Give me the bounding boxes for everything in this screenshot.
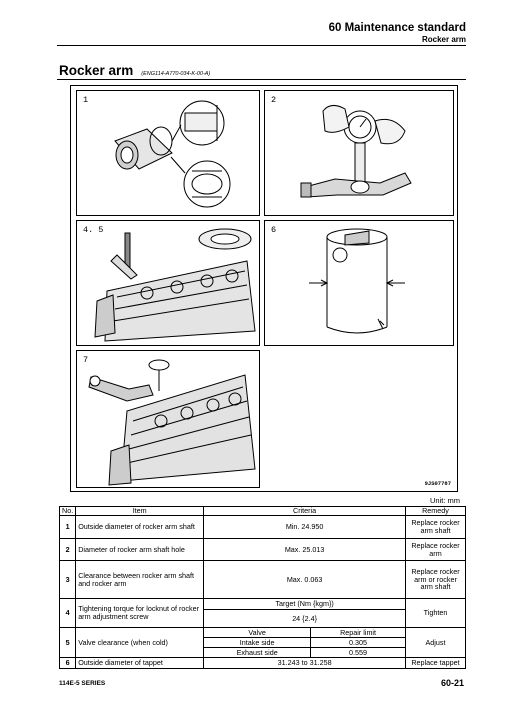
tappet-measure-illustration [265, 221, 454, 346]
row-remedy: Replace rocker arm [406, 539, 466, 561]
header-rule [57, 45, 466, 46]
row-no: 4 [60, 599, 76, 628]
sub-header-valve: Valve [204, 628, 311, 638]
subsection-header: Rocker arm [421, 35, 466, 44]
row-criteria: Min. 24.950 [204, 516, 406, 539]
section-header: 60 Maintenance standard [328, 22, 466, 34]
header-criteria: Criteria [204, 507, 406, 516]
figure-6-label: 6 [271, 225, 277, 235]
figure-1 [76, 90, 260, 216]
row-no: 1 [60, 516, 76, 539]
valve-clearance-illustration [77, 351, 260, 488]
table-row [60, 516, 466, 539]
figure-2-label: 2 [271, 95, 277, 105]
row-no: 5 [60, 628, 76, 658]
row-remedy: Replace tappet [406, 658, 466, 669]
footer-series: 114E-5 SERIES [59, 680, 106, 687]
sub-header-limit: Repair limit [311, 628, 406, 638]
row-criteria: Max. 25.013 [204, 539, 406, 561]
row-item: Tightening torque for locknut of rocker arm adjustment screw [76, 599, 204, 628]
row-no: 3 [60, 561, 76, 599]
table-row [60, 539, 466, 561]
header-no: No. [60, 507, 76, 516]
row-no: 6 [60, 658, 76, 669]
row-item: Clearance between rocker arm shaft and rocker arm [76, 561, 204, 599]
header-remedy: Remedy [406, 507, 466, 516]
row-remedy: Replace rocker arm shaft [406, 516, 466, 539]
row-item: Valve clearance (when cold) [76, 628, 204, 658]
sub-row-valve: Intake side [204, 638, 311, 648]
page-title: Rocker arm [59, 63, 134, 78]
unit-note: Unit: mm [430, 496, 460, 505]
row-criteria-label: Target (Nm {kgm}) [204, 599, 406, 610]
row-criteria: 24 {2.4} [204, 610, 406, 628]
row-item: Diameter of rocker arm shaft hole [76, 539, 204, 561]
title-rule [57, 79, 466, 80]
page-number: 60-21 [440, 678, 464, 688]
rocker-shaft-measure-illustration [77, 91, 260, 216]
row-criteria: Max. 0.063 [204, 561, 406, 599]
sub-row-valve: Exhaust side [204, 648, 311, 658]
row-item: Outside diameter of tappet [76, 658, 204, 669]
table-row [60, 658, 466, 669]
figure-1-label: 1 [83, 95, 89, 105]
figure-6 [264, 220, 454, 346]
table-row [60, 599, 466, 610]
sub-row-limit: 0.305 [311, 638, 406, 648]
figure-code: 9JS07787 [424, 480, 451, 487]
table-row [60, 628, 466, 638]
bore-gauge-illustration [265, 91, 454, 216]
figure-7 [76, 350, 260, 488]
title-row [59, 63, 210, 78]
figure-2 [264, 90, 454, 216]
table-header-row [60, 507, 466, 516]
adjustment-screw-illustration [77, 221, 260, 346]
row-remedy: Replace rocker arm or rocker arm shaft [406, 561, 466, 599]
figure-frame [70, 85, 458, 492]
row-item: Outside diameter of rocker arm shaft [76, 516, 204, 539]
row-remedy: Adjust [406, 628, 466, 658]
row-remedy: Tighten [406, 599, 466, 628]
figure-7-label: 7 [83, 355, 89, 365]
header-item: Item [76, 507, 204, 516]
figure-4-5 [76, 220, 260, 346]
figure-4-5-label: 4. 5 [83, 225, 104, 235]
row-no: 2 [60, 539, 76, 561]
row-criteria: 31.243 to 31.258 [204, 658, 406, 669]
maintenance-spec-table [59, 506, 466, 669]
table-row [60, 561, 466, 599]
sub-row-limit: 0.559 [311, 648, 406, 658]
document-code: (ENG114-A770-034-K-00-A) [141, 71, 211, 77]
